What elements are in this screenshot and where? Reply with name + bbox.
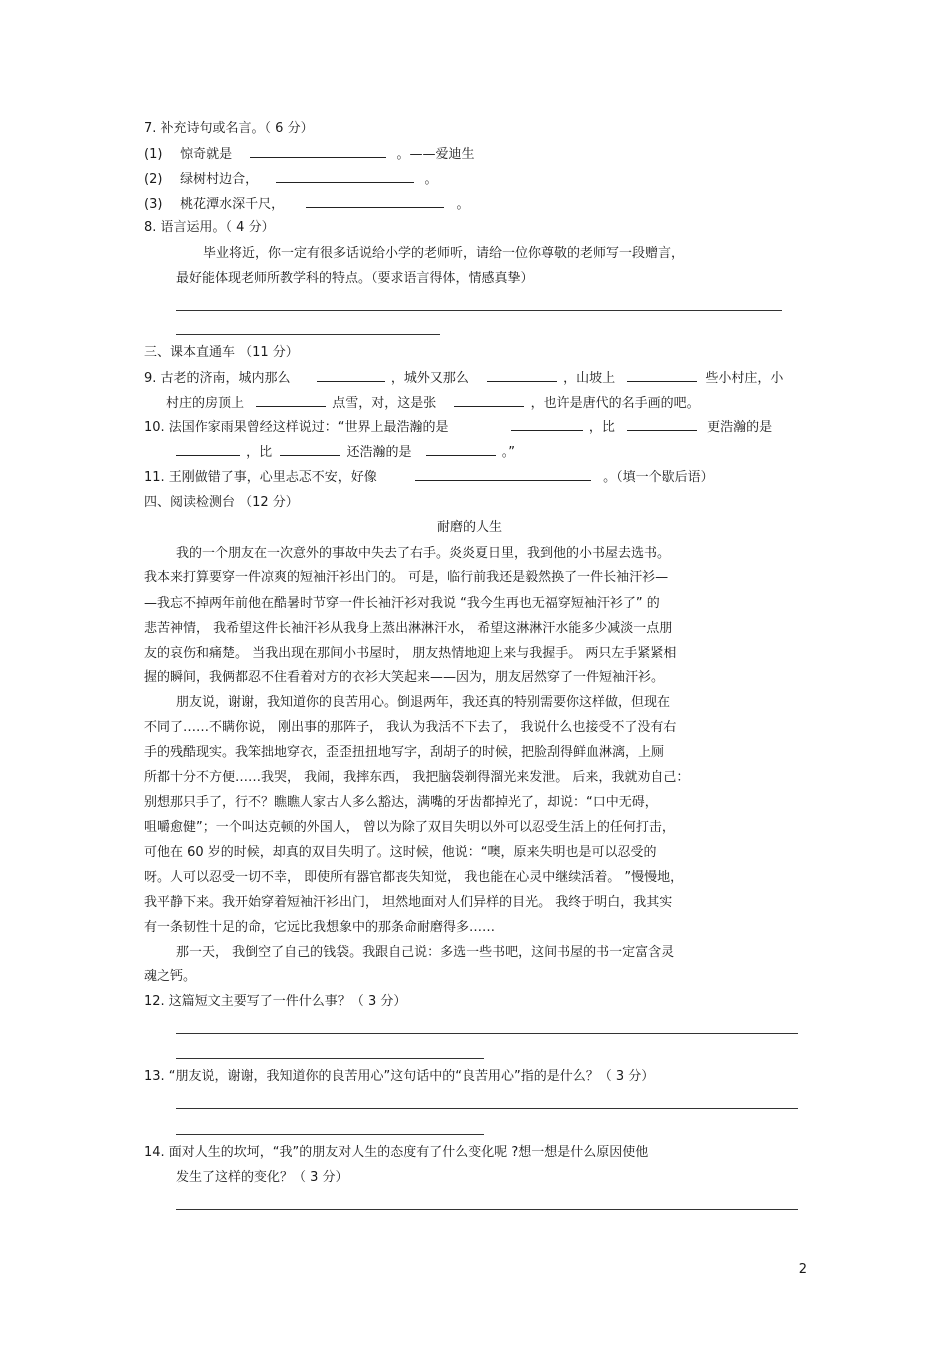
q7-item-3-blank[interactable] (306, 195, 444, 208)
q14-answer-line-1[interactable] (176, 1209, 798, 1210)
q7-item-3 (144, 195, 469, 214)
q8-answer-line-1[interactable] (176, 310, 782, 311)
q9-text-b3: ，也许是唐代的名手画的吧。 (530, 396, 700, 411)
q10-text-a1: 10. 法国作家雨果曾经这样说过：“世界上最浩瀚的是 (144, 420, 449, 435)
q8-prompt-line1: 毕业将近，你一定有很多话说给小学的老师听，请给一位你尊敬的老师写一段赠言， (203, 246, 685, 261)
passage-line: 有一条韧性十足的命，它远比我想象中的那条命耐磨得多…… (144, 920, 496, 935)
q11-text-a1: 11. 王刚做错了事，心里忐忑不安，好像 (144, 470, 377, 485)
passage-line: 呀。人可以忍受一切不幸， 即使所有器官都丧失知觉， 我也能在心灵中继续活着。 ”慢慢地， (144, 870, 684, 885)
q13-question: 13. “朋友说，谢谢，我知道你的良苦用心”这句话中的“良苦用心”指的是什么？（ 3 分） (144, 1069, 655, 1084)
passage-line: 所都十分不方便……我哭， 我闹，我摔东西， 我把脑袋剃得溜光来发泄。 后来，我就劝自己： (144, 770, 690, 785)
page-number: 2 (798, 1262, 807, 1277)
q9-line-2 (166, 394, 700, 413)
q10-blank-5[interactable] (426, 443, 496, 456)
q10-text-b3: 。” (501, 445, 515, 460)
q14-question-line2: 发生了这样的变化？（ 3 分） (176, 1170, 349, 1185)
q9-text-a1: 9. 古老的济南，城内那么 (144, 371, 291, 386)
passage-line: 悲苦神情， 我希望这件长袖汗衫从我身上蒸出淋淋汗水， 希望这淋淋汗水能多少减淡一点朋 (144, 621, 673, 636)
section-4-heading: 四、阅读检测台 （12 分） (144, 495, 299, 510)
q7-item-2-blank[interactable] (276, 170, 414, 183)
q12-answer-line-1[interactable] (176, 1033, 798, 1034)
q7-item-3-text: 桃花潭水深千尺， (180, 197, 285, 212)
q9-text-a2: ，城外又那么 (390, 371, 469, 386)
passage-line: 我的一个朋友在一次意外的事故中失去了右手。炎炎夏日里，我到他的小书屋去选书。 (176, 546, 671, 561)
q7-item-1-text: 惊奇就是 (180, 147, 233, 162)
q7-item-1-blank[interactable] (250, 145, 386, 158)
q9-text-a4: 些小村庄，小 (705, 371, 784, 386)
q10-text-a3: 更浩瀚的是 (707, 420, 773, 435)
q9-blank-4[interactable] (256, 394, 326, 407)
q13-answer-line-2[interactable] (176, 1134, 484, 1135)
q7-item-3-num: (3) (144, 197, 163, 212)
q10-line-1 (144, 418, 772, 437)
passage-line: 我平静下来。我开始穿着短袖汗衫出门， 坦然地面对人们异样的目光。 我终于明白，我其实 (144, 895, 673, 910)
passage-line: —我忘不掉两年前他在酷暑时节穿一件长袖汗衫对我说 “我今生再也无福穿短袖汗衫了” 的 (144, 596, 660, 611)
passage-line: 魂之钙。 (144, 969, 197, 984)
q10-line-2 (176, 443, 515, 462)
q8-title: 8. 语言运用。（ 4 分） (144, 220, 275, 235)
q14-question-line1: 14. 面对人生的坎坷，“我”的朋友对人生的态度有了什么变化呢 ?想一想是什么原因使他 (144, 1145, 649, 1160)
q9-line-1 (144, 369, 783, 388)
passage-line: 不同了……不瞒你说， 刚出事的那阵子， 我认为我活不下去了， 我说什么也接受不了没有右 (144, 720, 677, 735)
q7-item-1 (144, 145, 474, 164)
section-3-heading: 三、课本直通车 （11 分） (144, 345, 299, 360)
passage-line: 别想那只手了，行不？瞧瞧人家古人多么豁达，满嘴的牙齿都掉光了，却说：“口中无碍， (144, 795, 658, 810)
q10-text-b2: 还浩瀚的是 (346, 445, 412, 460)
q10-blank-2[interactable] (627, 418, 697, 431)
q9-text-b1: 村庄的房顶上 (166, 396, 245, 411)
q12-question: 12. 这篇短文主要写了一件什么事？（ 3 分） (144, 994, 407, 1009)
q10-text-a2: ，比 (588, 420, 615, 435)
q9-blank-2[interactable] (487, 369, 557, 382)
q9-text-a3: ，山坡上 (563, 371, 616, 386)
q10-text-b1: ，比 (246, 445, 273, 460)
q12-answer-line-2[interactable] (176, 1058, 484, 1059)
q11-text-a2: 。（填一个歇后语） (603, 470, 714, 485)
q7-title: 7. 补充诗句或名言。（ 6 分） (144, 121, 314, 136)
passage-line: 我本来打算要穿一件凉爽的短袖汗衫出门的。 可是，临行前我还是毅然换了一件长袖汗衫— (144, 570, 669, 585)
passage-line: 握的瞬间，我俩都忍不住看着对方的衣衫大笑起来——因为，朋友居然穿了一件短袖汗衫。 (144, 670, 665, 685)
passage-line: 手的残酷现实。我笨拙地穿衣，歪歪扭扭地写字，刮胡子的时候，把脸刮得鲜血淋漓，上厕 (144, 745, 665, 760)
q7-item-2-num: (2) (144, 172, 163, 187)
q10-blank-4[interactable] (280, 443, 340, 456)
q7-item-3-tail: 。 (456, 197, 470, 212)
q10-blank-1[interactable] (511, 418, 583, 431)
passage-line: 咀嚼愈健”；一个叫达克顿的外国人， 曾以为除了双目失明以外可以忍受生活上的任何打击， (144, 820, 675, 835)
q8-answer-line-2[interactable] (176, 334, 440, 335)
passage-line: 那一天， 我倒空了自己的钱袋。我跟自己说：多选一些书吧，这间书屋的书一定富含灵 (176, 945, 675, 960)
q7-item-2 (144, 170, 437, 189)
q9-blank-3[interactable] (627, 369, 697, 382)
q7-item-1-num: (1) (144, 147, 163, 162)
passage-title: 耐磨的人生 (437, 520, 503, 535)
q10-blank-3[interactable] (176, 443, 240, 456)
q9-text-b2: 点雪，对，这是张 (332, 396, 437, 411)
passage-line: 朋友说，谢谢，我知道你的良苦用心。倒退两年，我还真的特别需要你这样做，但现在 (176, 695, 671, 710)
passage-line: 友的哀伤和痛楚。 当我出现在那间小书屋时， 朋友热情地迎上来与我握手。 两只左手紧紧相 (144, 646, 677, 661)
q7-item-1-tail: 。——爱迪生 (396, 147, 475, 162)
q7-item-2-text: 绿树村边合， (180, 172, 259, 187)
q11-blank[interactable] (415, 468, 591, 481)
q8-prompt-line2: 最好能体现老师所教学科的特点。（要求语言得体，情感真挚） (176, 271, 534, 286)
q13-answer-line-1[interactable] (176, 1108, 798, 1109)
q9-blank-5[interactable] (454, 394, 524, 407)
q11-line (144, 468, 714, 487)
passage-line: 可他在 60 岁的时候，却真的双目失明了。这时候，他说：“噢，原来失明也是可以忍受的 (144, 845, 657, 860)
q7-item-2-tail: 。 (424, 172, 438, 187)
q9-blank-1[interactable] (317, 369, 385, 382)
